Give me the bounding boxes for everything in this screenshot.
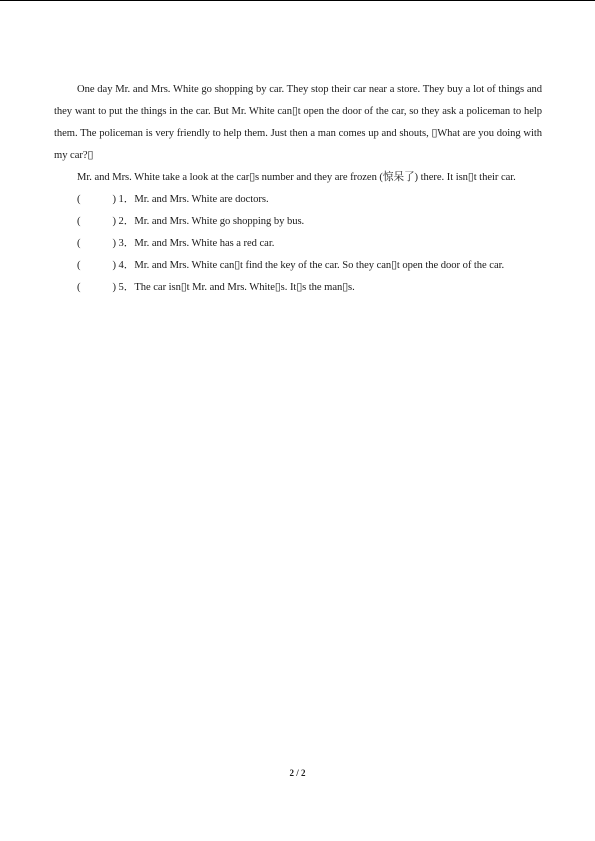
question-4 <box>54 255 542 277</box>
question-open-paren: ( <box>77 282 81 293</box>
question-number: ) 1． <box>112 194 135 205</box>
question-text: Mr. and Mrs. White are doctors. <box>134 194 269 205</box>
question-5 <box>54 277 542 299</box>
passage-paragraph-2: Mr. and Mrs. White take a look at the car▯s number and they are frozen (惊呆了) there. It isn▯t their car. <box>77 172 516 183</box>
page-top-rule <box>0 0 595 1</box>
question-number: ) 3． <box>112 238 135 249</box>
page-number: 2 / 2 <box>289 768 306 778</box>
question-text: Mr. and Mrs. White can▯t find the key of the car. So they can▯t open the door of the car. <box>134 260 505 271</box>
question-open-paren: ( <box>77 260 81 271</box>
reading-passage <box>54 79 542 299</box>
question-number: ) 2． <box>112 216 135 227</box>
question-text: Mr. and Mrs. White has a red car. <box>134 238 275 249</box>
question-1 <box>54 189 542 211</box>
question-3 <box>54 233 542 255</box>
question-text: The car isn▯t Mr. and Mrs. White▯s. It▯s the man▯s. <box>134 282 355 293</box>
question-open-paren: ( <box>77 238 81 249</box>
question-text: Mr. and Mrs. White go shopping by bus. <box>134 216 305 227</box>
question-open-paren: ( <box>77 194 81 205</box>
passage-paragraph-1: One day Mr. and Mrs. White go shopping by car. They stop their car near a store. They buy a lot of things and they want to put the things in the car. But Mr. White can▯t open the door of the car, so they ask a policeman to help them. The policeman is very friendly to help them. Just then a man comes up and shouts, ▯What are you doing with my car?▯ <box>54 84 542 161</box>
question-number: ) 4． <box>112 260 135 271</box>
question-2 <box>54 211 542 233</box>
question-number: ) 5． <box>112 282 135 293</box>
question-open-paren: ( <box>77 216 81 227</box>
